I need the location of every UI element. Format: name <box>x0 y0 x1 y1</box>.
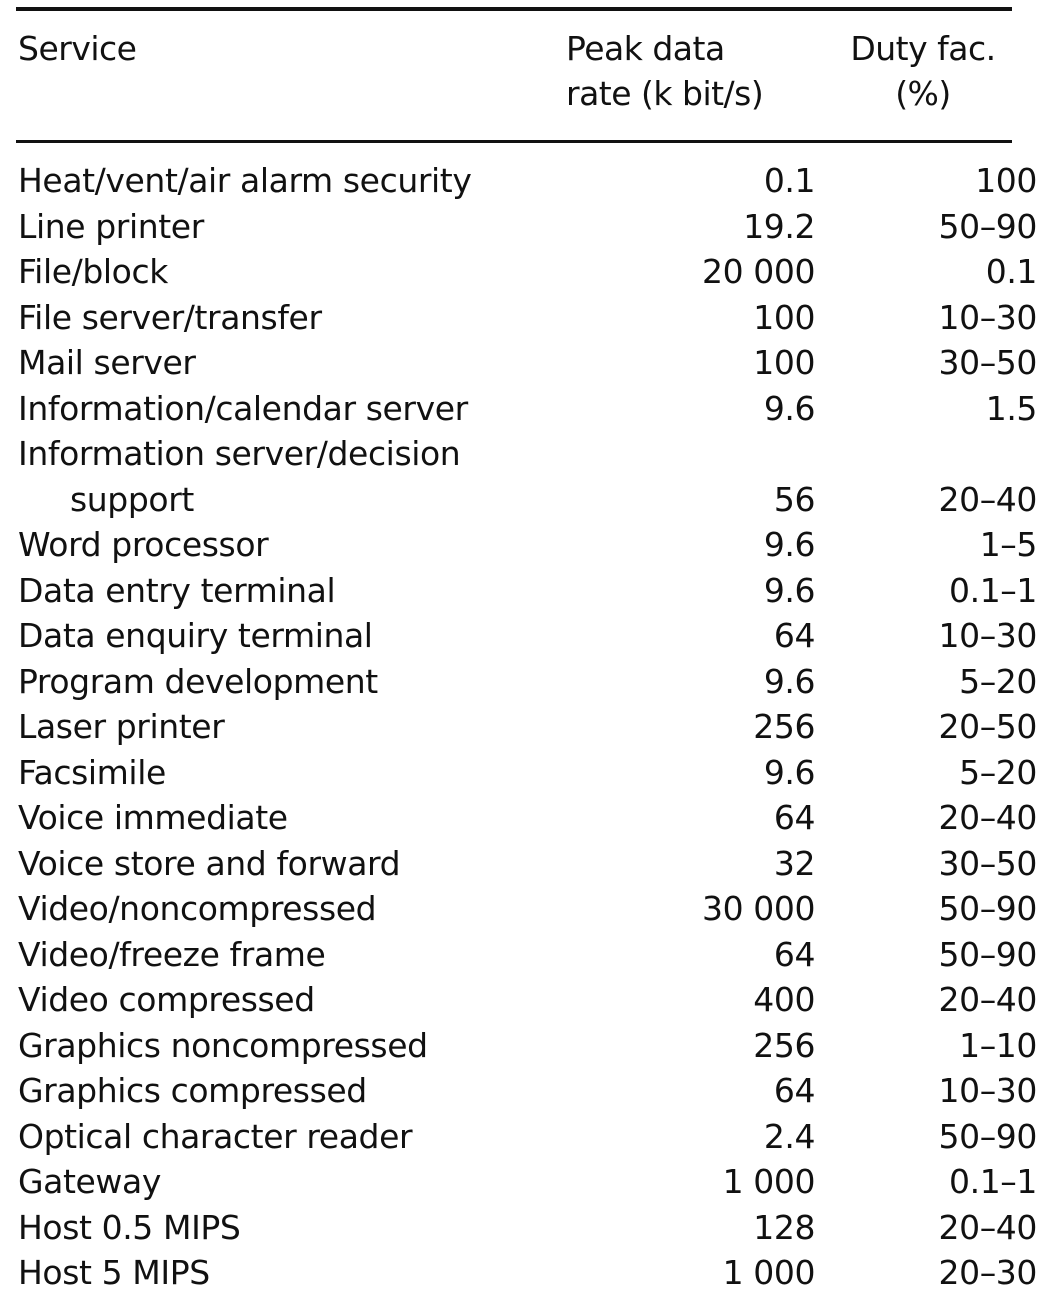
peak-rate-cell: 9.6 <box>763 570 816 610</box>
peak-rate-cell: 256 <box>753 707 816 746</box>
service-cell: Line printer <box>18 206 204 246</box>
peak-rate-cell: 1 000 <box>722 1253 816 1292</box>
peak-rate-cell: 100 <box>753 297 816 337</box>
duty-factor-cell: 100 <box>975 161 1037 200</box>
service-cell: Data enquiry terminal <box>18 616 373 655</box>
peak-rate-cell: 2.4 <box>763 1116 816 1156</box>
peak-rate-cell: 100 <box>753 343 816 382</box>
table-row <box>18 431 1037 477</box>
duty-factor-cell: 20–40 <box>938 1207 1037 1247</box>
table-row <box>18 1023 1037 1069</box>
peak-rate-cell: 64 <box>773 616 816 655</box>
table-row <box>18 249 1037 295</box>
service-cell: Mail server <box>18 343 196 382</box>
duty-factor-cell: 30–50 <box>938 843 1037 883</box>
header-duty-line1: Duty fac. <box>850 29 996 68</box>
table-row <box>18 841 1037 887</box>
table-row <box>18 1114 1037 1160</box>
duty-factor-cell: 0.1 <box>985 252 1037 291</box>
table-row <box>18 522 1037 568</box>
peak-rate-cell: 32 <box>773 843 816 883</box>
table-row <box>18 613 1037 659</box>
service-cell: Video/freeze frame <box>18 934 326 974</box>
duty-factor-cell: 10–30 <box>938 1071 1037 1110</box>
service-cell: Laser printer <box>18 707 225 746</box>
top-rule <box>16 7 1012 11</box>
table-row <box>18 1068 1037 1114</box>
header-peak-rate <box>566 26 796 116</box>
duty-factor-cell: 20–50 <box>938 707 1037 746</box>
table-row <box>18 977 1037 1023</box>
service-cell: Word processor <box>18 525 269 564</box>
peak-rate-cell: 9.6 <box>763 525 816 564</box>
peak-rate-cell: 256 <box>753 1025 816 1065</box>
service-cell: Facsimile <box>18 752 166 792</box>
peak-rate-cell: 9.6 <box>763 661 816 701</box>
service-cell: Data entry terminal <box>18 570 336 610</box>
table-row <box>18 1205 1037 1251</box>
table-row <box>18 295 1037 341</box>
table-row <box>18 886 1037 932</box>
service-cell: Host 0.5 MIPS <box>18 1207 241 1247</box>
table-row <box>18 477 1037 523</box>
table-row <box>18 795 1037 841</box>
duty-factor-cell: 30–50 <box>938 343 1037 382</box>
service-cell: Program development <box>18 661 378 701</box>
duty-factor-cell: 20–40 <box>938 980 1037 1019</box>
peak-rate-cell: 9.6 <box>763 752 816 792</box>
table-row <box>18 158 1037 204</box>
table-row <box>18 1159 1037 1205</box>
duty-factor-cell: 10–30 <box>938 616 1037 655</box>
table-row <box>18 204 1037 250</box>
duty-factor-cell: 5–20 <box>959 661 1037 701</box>
duty-factor-cell: 5–20 <box>959 752 1037 792</box>
service-cell: Voice immediate <box>18 798 288 837</box>
header-rate-line1: Peak data <box>566 29 725 68</box>
service-cell: Information server/decision <box>18 434 461 473</box>
service-cell: Video/noncompressed <box>18 889 377 928</box>
peak-rate-cell: 0.1 <box>763 161 816 200</box>
header-service <box>18 26 136 71</box>
table-row <box>18 340 1037 386</box>
service-cell: Graphics noncompressed <box>18 1025 428 1065</box>
peak-rate-cell: 64 <box>773 1071 816 1110</box>
duty-factor-cell <box>815 431 1037 477</box>
header-rule <box>16 140 1012 143</box>
service-cell: File server/transfer <box>18 297 322 337</box>
peak-rate-cell: 1 000 <box>722 1162 816 1201</box>
peak-rate-cell: 9.6 <box>763 388 816 428</box>
duty-factor-cell: 50–90 <box>938 934 1037 974</box>
header-duty-line2: (%) <box>895 74 951 113</box>
header-rate-line2: rate (k bit/s) <box>566 74 764 113</box>
service-cell: Optical character reader <box>18 1116 413 1156</box>
table-row <box>18 659 1037 705</box>
duty-factor-cell: 0.1–1 <box>949 1162 1037 1201</box>
header-duty-factor <box>830 26 1016 116</box>
peak-rate-cell: 30 000 <box>702 889 816 928</box>
service-cell: Information/calendar server <box>18 388 468 428</box>
duty-factor-cell: 0.1–1 <box>949 570 1037 610</box>
service-cell: File/block <box>18 252 168 291</box>
duty-factor-cell: 20–40 <box>938 798 1037 837</box>
table-row <box>18 932 1037 978</box>
duty-factor-cell: 1–5 <box>979 525 1037 564</box>
peak-rate-cell: 56 <box>773 479 816 519</box>
service-cell: Heat/vent/air alarm security <box>18 161 472 200</box>
service-cell: Gateway <box>18 1162 161 1201</box>
peak-rate-cell: 400 <box>753 980 816 1019</box>
duty-factor-cell: 1–10 <box>959 1025 1037 1065</box>
duty-factor-cell: 20–30 <box>938 1253 1037 1292</box>
service-cell: Graphics compressed <box>18 1071 367 1110</box>
peak-rate-cell: 64 <box>773 934 816 974</box>
table-row <box>18 750 1037 796</box>
peak-rate-cell: 128 <box>753 1207 816 1247</box>
table-row <box>18 1250 1037 1296</box>
duty-factor-cell: 50–90 <box>938 206 1037 246</box>
service-cell: Host 5 MIPS <box>18 1253 210 1292</box>
table-row <box>18 704 1037 750</box>
peak-rate-cell <box>618 431 815 477</box>
table-row <box>18 568 1037 614</box>
service-cell: Voice store and forward <box>18 843 401 883</box>
duty-factor-cell: 50–90 <box>938 889 1037 928</box>
peak-rate-cell: 20 000 <box>702 252 816 291</box>
duty-factor-cell: 10–30 <box>938 297 1037 337</box>
header-service-label: Service <box>18 29 137 68</box>
peak-rate-cell: 64 <box>773 798 816 837</box>
service-cell: support <box>70 479 194 519</box>
duty-factor-cell: 50–90 <box>938 1116 1037 1156</box>
service-cell: Video compressed <box>18 980 315 1019</box>
duty-factor-cell: 1.5 <box>985 388 1037 428</box>
service-data-table <box>18 158 1037 1296</box>
table-row <box>18 386 1037 432</box>
duty-factor-cell: 20–40 <box>938 479 1037 519</box>
peak-rate-cell: 19.2 <box>743 206 816 246</box>
